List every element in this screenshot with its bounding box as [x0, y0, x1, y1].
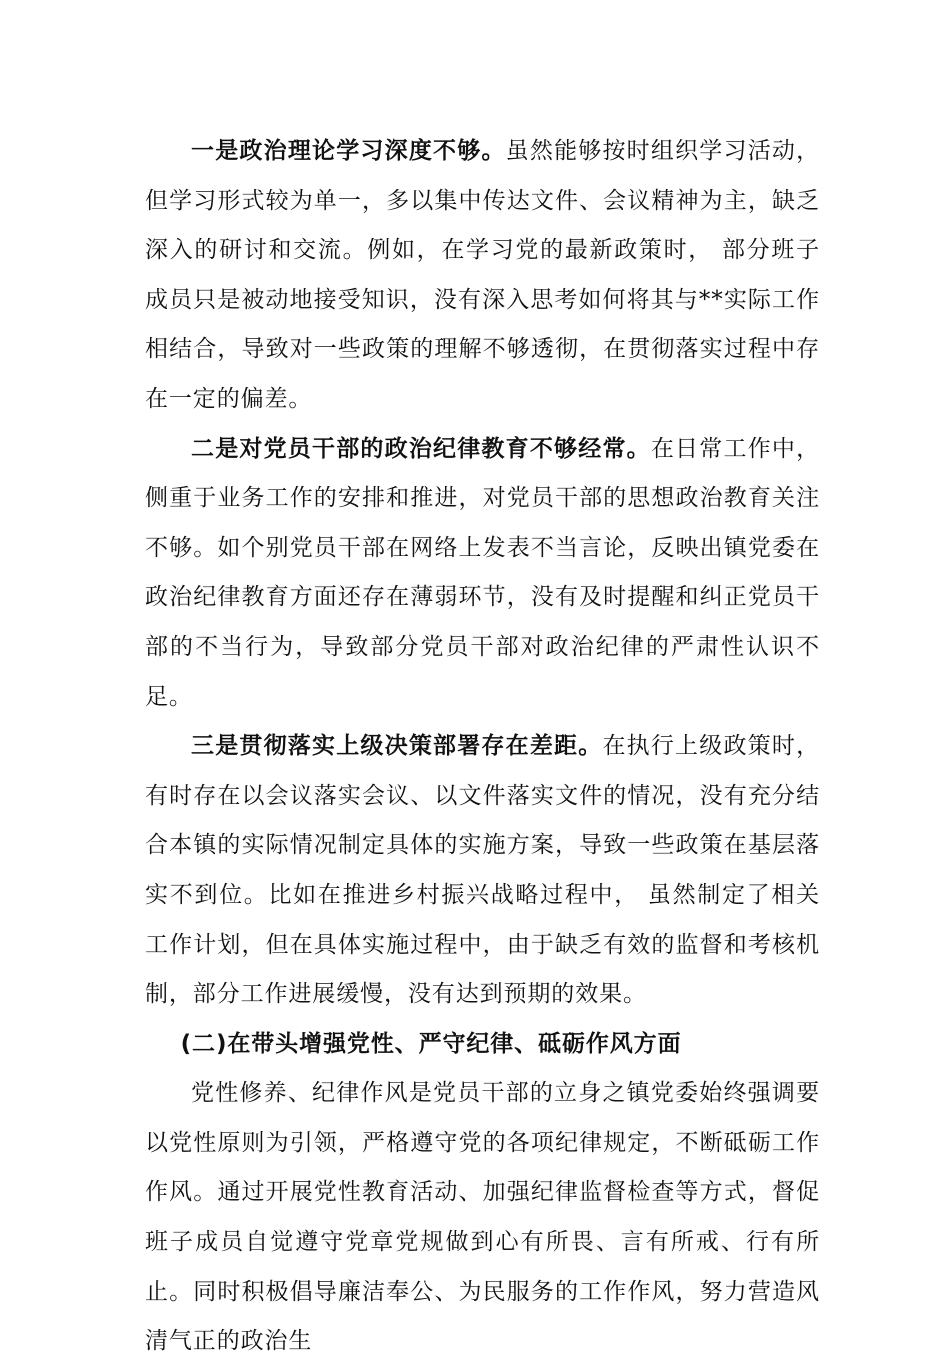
- paragraph-1: [145, 127, 820, 425]
- paragraph-1-body: 虽然能够按时组织学习活动，但学习形式较为单一，多以集中传达文件、会议精神为主，缺乏深入的研讨和交流。例如，在学习党的最新政策时， 部分班子成员只是被动地接受知识，没有深入思考如何将其与**实际工作相结合，导致对一些政策的理解不够透彻，在贯彻落实过程中存在一定的偏差。: [145, 138, 821, 412]
- paragraph-2-body: 在日常工作中，侧重于业务工作的安排和推进，对党员干部的思想政治教育关注不够。如个别党员干部在网络上发表不当言论，反映出镇党委在政治纪律教育方面还存在薄弱环节，没有及时提醒和纠正党员干部的不当行为，导致部分党员干部对政治纪律的严肃性认识不足。: [145, 435, 820, 710]
- paragraph-3-body: 在执行上级政策时，有时存在以会议落实会议、以文件落实文件的情况，没有充分结合本镇的实际情况制定具体的实施方案，导致一些政策在基层落实不到位。比如在推进乡村振兴战略过程中， 虽然制定了相关工作计划，但在具体实施过程中，由于缺乏有效的监督和考核机制，部分工作进展缓慢，没有达到预期的效果。: [145, 733, 820, 1008]
- paragraph-3-lead: 三是贯彻落实上级决策部署存在差距。: [191, 733, 603, 760]
- paragraph-2: [145, 425, 820, 723]
- paragraph-2-lead: 二是对党员干部的政治纪律教育不够经常。: [191, 435, 651, 462]
- paragraph-3: [145, 722, 820, 1020]
- document-body: [145, 127, 820, 1367]
- paragraph-1-lead: 一是政治理论学习深度不够。: [191, 138, 506, 164]
- closing-paragraph: 党性修养、纪律作风是党员干部的立身之镇党委始终强调要以党性原则为引领，严格遵守党的各项纪律规定，不断砥砺工作作风。通过开展党性教育活动、加强纪律监督检查等方式，督促班子成员自觉遵守党章党规做到心有所畏、言有所戒、行有所止。同时积极倡导廉洁奉公、为民服务的工作作风，努力营造风清气正的政治生: [145, 1080, 820, 1355]
- section-heading: (二)在带头增强党性、严守纪律、砥砺作风方面: [180, 1030, 682, 1057]
